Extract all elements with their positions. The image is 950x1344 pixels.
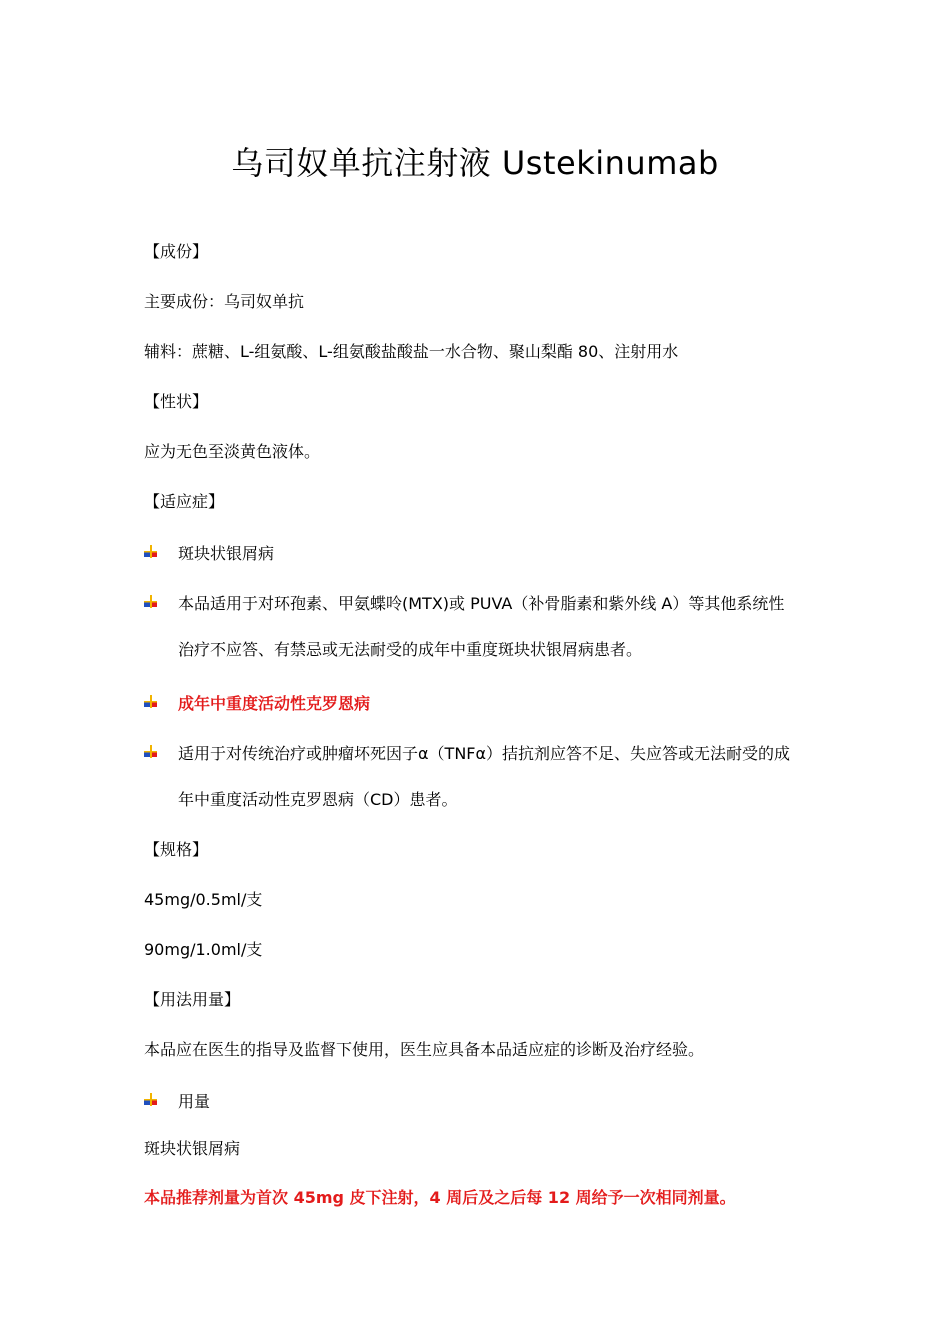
- document-title: 乌司奴单抗注射液 Ustekinumab: [231, 144, 719, 182]
- crohn-desc-line1: 适用于对传统治疗或肿瘤坏死因子α（TNFα）拮抗剂应答不足、失应答或无法耐受的成: [178, 744, 791, 763]
- psoriasis-desc-line1: 本品适用于对环孢素、甲氨蝶呤(MTX)或 PUVA（补骨脂素和紫外线 A）等其他系统性: [178, 594, 785, 613]
- spec-45mg: 45mg/0.5ml/支: [144, 890, 263, 909]
- psoriasis-desc-line2: 治疗不应答、有禁忌或无法耐受的成年中重度斑块状银屑病患者。: [178, 640, 643, 659]
- psoriasis-dose-text: 本品推荐剂量为首次 45mg 皮下注射，4 周后及之后每 12 周给予一次相同剂量。: [144, 1188, 736, 1207]
- spec-90mg: 90mg/1.0ml/支: [144, 940, 263, 959]
- excipients: 辅料：蔗糖、L-组氨酸、L-组氨酸盐酸盐一水合物、聚山梨酯 80、注射用水: [144, 342, 679, 361]
- specs-heading: 【规格】: [144, 840, 209, 859]
- appearance-text: 应为无色至淡黄色液体。: [144, 442, 321, 461]
- dosage-intro: 本品应在医生的指导及监督下使用，医生应具备本品适应症的诊断及治疗经验。: [144, 1040, 705, 1059]
- psoriasis-dose-label: 斑块状银屑病: [144, 1139, 241, 1158]
- bullet-icon: [144, 695, 158, 709]
- crohn-desc-line2: 年中重度活动性克罗恩病（CD）患者。: [178, 790, 458, 809]
- composition-heading: 【成份】: [144, 242, 209, 261]
- main-ingredient: 主要成份：乌司奴单抗: [144, 292, 305, 311]
- indications-heading: 【适应症】: [144, 492, 225, 511]
- psoriasis-title: 斑块状银屑病: [178, 544, 275, 563]
- crohn-title: 成年中重度活动性克罗恩病: [178, 694, 371, 713]
- dosage-heading: 【用法用量】: [144, 990, 241, 1009]
- appearance-heading: 【性状】: [144, 392, 209, 411]
- dose-title: 用量: [178, 1092, 211, 1111]
- bullet-icon: [144, 545, 158, 559]
- bullet-icon: [144, 595, 158, 609]
- bullet-icon: [144, 1093, 158, 1107]
- bullet-icon: [144, 745, 158, 759]
